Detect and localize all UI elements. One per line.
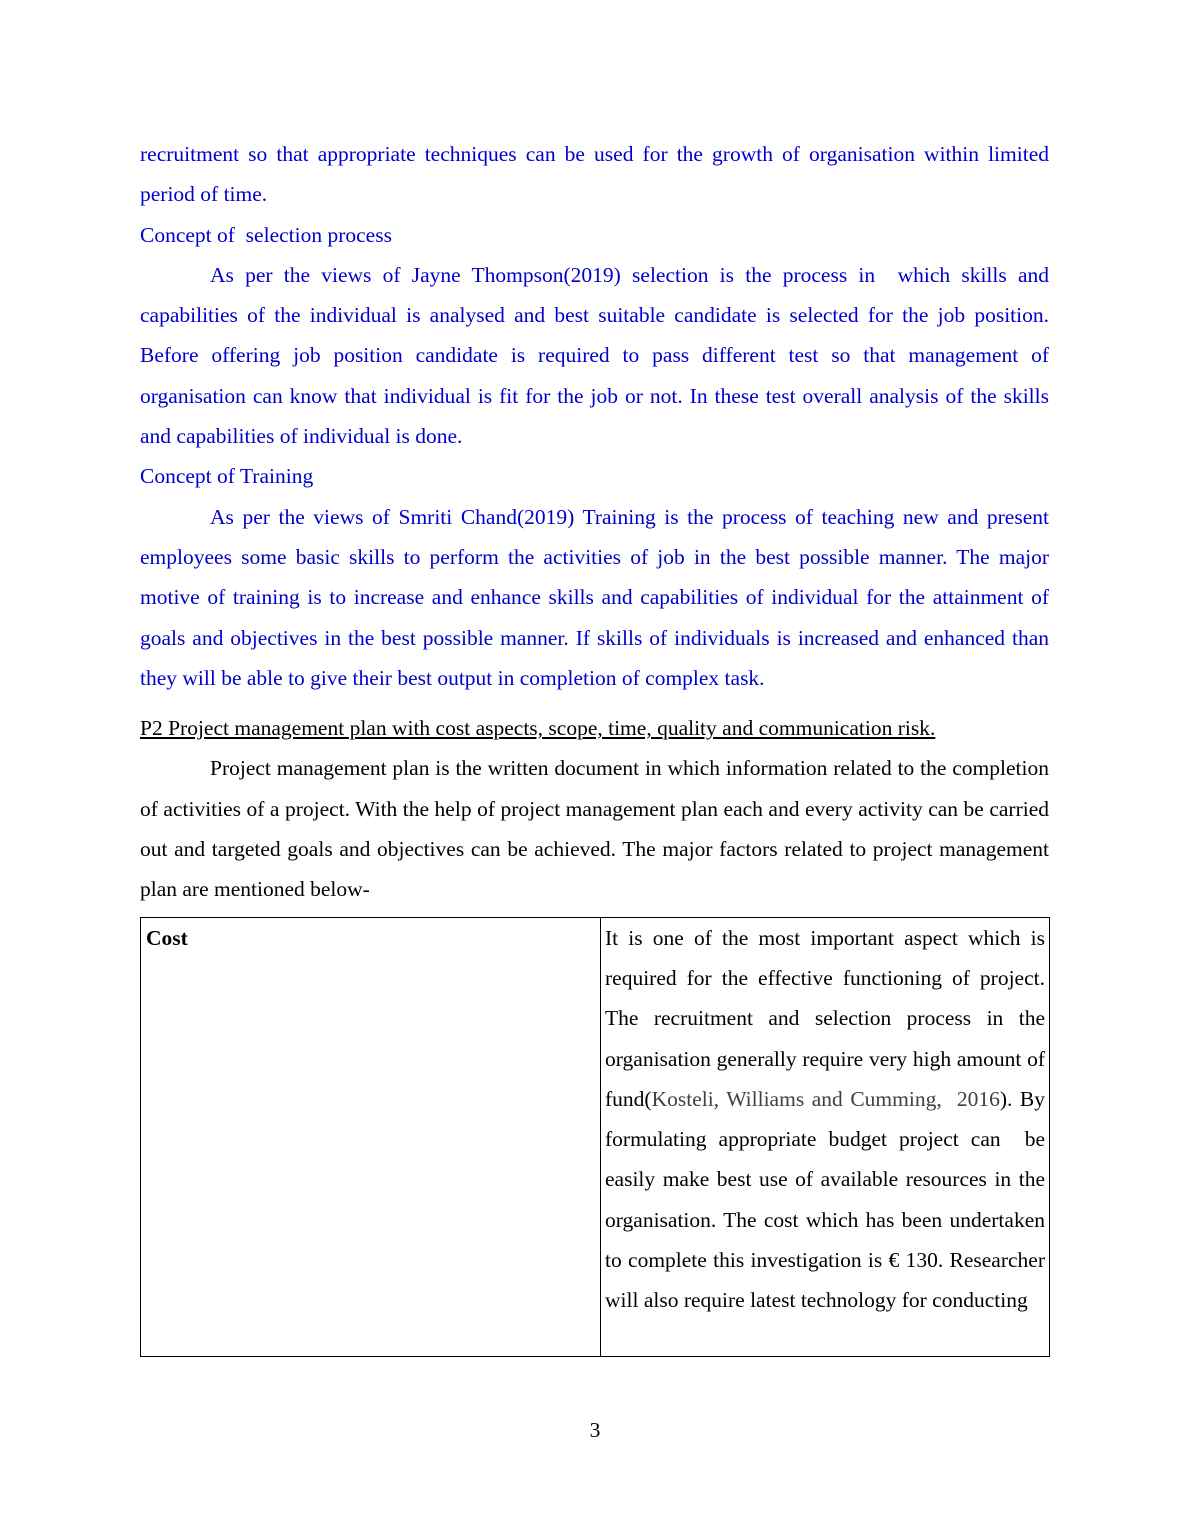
selection-paragraph: As per the views of Jayne Thompson(2019) selection is the process in which skills and capabilities of the individual is analysed and best suitable candidate is selected for the job position. Before offering job position candidate is required to pass different test so that management of organisation can know that individual is fit for the job or not. In these test overall analysis of the skills and capabilities of individual is done. (140, 262, 1055, 449)
table-row (141, 917, 1050, 1356)
row-description-cost (601, 917, 1050, 1356)
training-heading: Concept of Training (140, 464, 314, 489)
cost-text-after-citation: ). By formulating appropriate budget project can be easily make best use of available resources in the organisation. The cost which has been undertaken to complete this investigation is € 130. Researcher will also require latest technology for conducting (605, 1086, 1051, 1313)
p2-intro-paragraph: Project management plan is the written document in which information related to the completion of activities of a project. With the help of project management plan each and every activity can be carried out and targeted goals and objectives can be achieved. The major factors related to project management plan are mentioned below- (140, 756, 1049, 902)
page-number: 3 (589, 1418, 601, 1442)
project-plan-table (140, 917, 1050, 1357)
continuation-paragraph: recruitment so that appropriate techniques can be used for the growth of organisation within limited period of time. (140, 142, 1049, 207)
cost-text-before-citation: It is one of the most important aspect which is required for the effective functioning of project. The recruitment and selection process in the organisation generally require very high amount of fund( (605, 925, 1051, 1111)
p2-section-heading: P2 Project management plan with cost aspects, scope, time, quality and communication risk. (140, 716, 936, 741)
document-page (140, 134, 1055, 1357)
cost-description (605, 918, 1051, 1321)
training-paragraph: As per the views of Smriti Chand(2019) Training is the process of teaching new and present employees some basic skills to perform the activities of job in the best possible manner. The major motive of training is to increase and enhance skills and capabilities of individual for the attainment of goals and objectives in the best possible manner. If skills of individuals is increased and enhanced than they will be able to give their best output in completion of complex task. (140, 504, 1049, 690)
row-label-cost: Cost (141, 917, 601, 1356)
selection-heading: Concept of selection process (140, 222, 392, 247)
cost-citation: Kosteli, Williams and Cumming, 2016 (651, 1086, 1000, 1111)
